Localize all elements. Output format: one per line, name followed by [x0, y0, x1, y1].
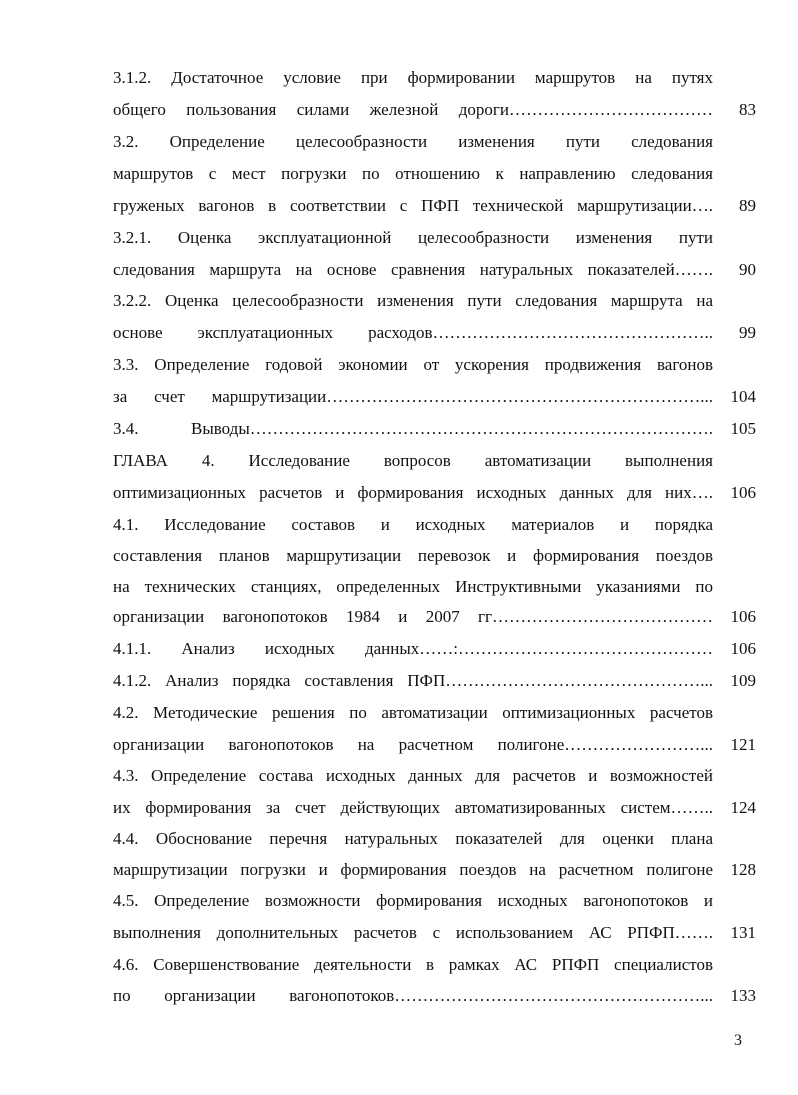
- toc-line: груженых вагонов в соответствии с ПФП технической маршрутизации….: [113, 196, 713, 215]
- toc-line: 3.2.1. Оценка эксплуатационной целесообразности изменения пути: [113, 228, 713, 247]
- toc-line: 3.3. Определение годовой экономии от ускорения продвижения вагонов: [113, 355, 713, 374]
- toc-line: на технических станциях, определенных Инструктивными указаниями по: [113, 577, 713, 596]
- toc-page-number: 99: [739, 323, 756, 342]
- toc-line: 3.2. Определение целесообразности изменения пути следования: [113, 132, 713, 151]
- toc-line: организации вагонопотоков 1984 и 2007 гг…………………………………: [113, 607, 713, 626]
- toc-line: 4.2. Методические решения по автоматизации оптимизационных расчетов: [113, 703, 713, 722]
- toc-line: 4.1.2. Анализ порядка составления ПФП………………………………………...: [113, 671, 713, 690]
- toc-page-number: 106: [730, 639, 756, 658]
- toc-line: ГЛАВА 4. Исследование вопросов автоматизации выполнения: [113, 451, 713, 470]
- toc-line: 3.2.2. Оценка целесообразности изменения пути следования маршрута на: [113, 291, 713, 310]
- toc-line: следования маршрута на основе сравнения натуральных показателей…….: [113, 260, 713, 279]
- toc-page-number: 131: [730, 923, 756, 942]
- toc-line: общего пользования силами железной дороги………………………………: [113, 100, 713, 119]
- toc-page-number: 104: [730, 387, 756, 406]
- toc-line: оптимизационных расчетов и формирования исходных данных для них….: [113, 483, 713, 502]
- toc-page-number: 90: [739, 260, 756, 279]
- toc-line: их формирования за счет действующих автоматизированных систем……..: [113, 798, 713, 817]
- toc-line: за счет маршрутизации…………………………………………………………...: [113, 387, 713, 406]
- toc-page-number: 105: [730, 419, 756, 438]
- toc-line: 3.1.2. Достаточное условие при формировании маршрутов на путях: [113, 68, 713, 87]
- toc-line: 4.4. Обоснование перечня натуральных показателей для оценки плана: [113, 829, 713, 848]
- toc-line: 4.1.1. Анализ исходных данных……:………………………………………: [113, 639, 713, 658]
- toc-page-number: 83: [739, 100, 756, 119]
- toc-line: выполнения дополнительных расчетов с использованием АС РПФП…….: [113, 923, 713, 942]
- toc-line: 3.4. Выводы……………………………………………………………………….: [113, 419, 713, 438]
- toc-page-number: 106: [730, 483, 756, 502]
- toc-page-number: 133: [730, 986, 756, 1005]
- toc-page-number: 121: [730, 735, 756, 754]
- toc-line: маршрутизации погрузки и формирования поездов на расчетном полигоне: [113, 860, 713, 879]
- toc-line: 4.6. Совершенствование деятельности в рамках АС РПФП специалистов: [113, 955, 713, 974]
- toc-page-number: 109: [730, 671, 756, 690]
- toc-page-number: 89: [739, 196, 756, 215]
- toc-page-number: 106: [730, 607, 756, 626]
- toc-page-number: 128: [730, 860, 756, 879]
- toc-line: 4.5. Определение возможности формирования исходных вагонопотоков и: [113, 891, 713, 910]
- toc-page-number: 124: [730, 798, 756, 817]
- toc-line: маршрутов с мест погрузки по отношению к направлению следования: [113, 164, 713, 183]
- toc-line: 4.1. Исследование составов и исходных материалов и порядка: [113, 515, 713, 534]
- toc-line: основе эксплуатационных расходов…………………………………………..: [113, 323, 713, 342]
- toc-line: по организации вагонопотоков………………………………………………...: [113, 986, 713, 1005]
- toc-line: организации вагонопотоков на расчетном полигоне……………………...: [113, 735, 713, 754]
- toc-line: составления планов маршрутизации перевозок и формирования поездов: [113, 546, 713, 565]
- toc-line: 4.3. Определение состава исходных данных для расчетов и возможностей: [113, 766, 713, 785]
- page-number: 3: [734, 1032, 742, 1049]
